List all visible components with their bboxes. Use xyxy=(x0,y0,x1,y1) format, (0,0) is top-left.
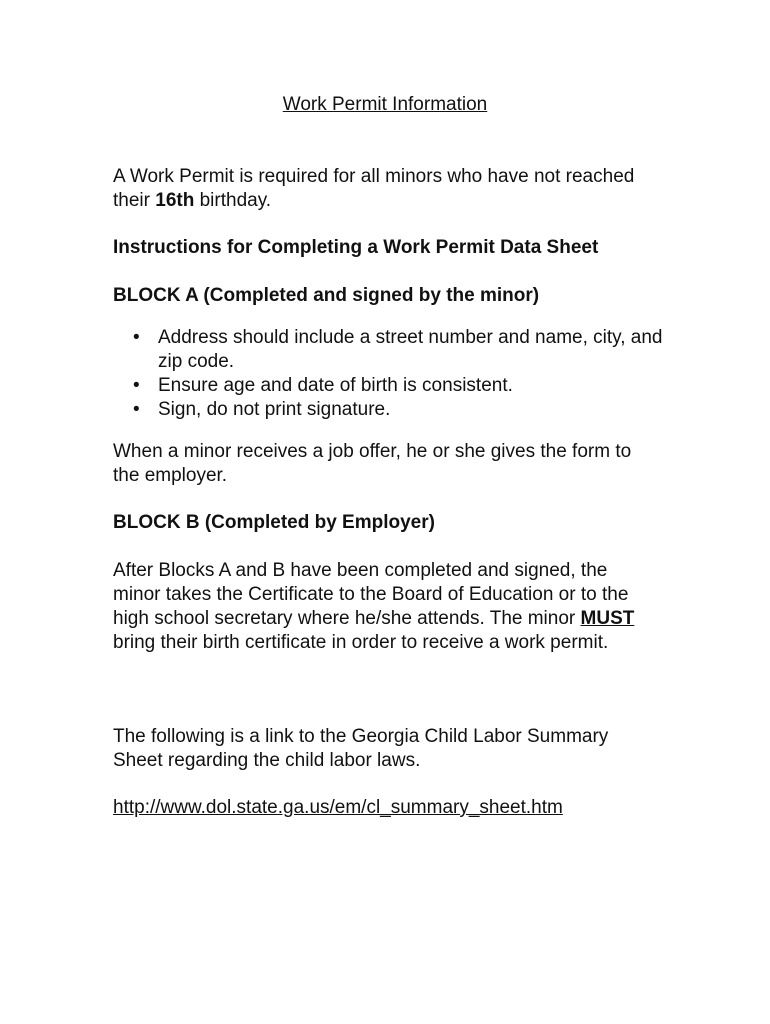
intro-text-start: A Work Permit is required for all minors who have not reached their xyxy=(113,166,635,211)
block-b-heading: BLOCK B (Completed by Employer) xyxy=(113,512,435,533)
intro-age-bold: 16th xyxy=(155,190,195,211)
child-labor-summary-link[interactable]: http://www.dol.state.ga.us/em/cl_summary_sheet.htm xyxy=(113,797,563,818)
block-a-bullet-list xyxy=(113,326,673,422)
list-item xyxy=(113,374,673,398)
must-emphasis: MUST xyxy=(580,608,635,629)
block-a-heading: BLOCK A (Completed and signed by the minor) xyxy=(113,285,540,306)
bullet-icon: • xyxy=(133,375,140,396)
after-blocks-paragraph xyxy=(113,559,648,655)
intro-paragraph xyxy=(113,165,673,213)
after-blocks-text-start: After Blocks A and B have been completed and signed, the minor takes the Certificate to the Board of Education or to the high school secretary where he/she attends. The minor xyxy=(113,560,629,629)
instructions-heading: Instructions for Completing a Work Permit Data Sheet xyxy=(113,237,599,258)
bullet-icon: • xyxy=(133,399,140,420)
bullet-text: Address should include a street number and name, city, and zip code. xyxy=(158,327,663,372)
list-item xyxy=(113,326,673,374)
job-offer-paragraph: When a minor receives a job offer, he or she gives the form to the employer. xyxy=(113,441,632,486)
document-title: Work Permit Information xyxy=(282,94,488,115)
after-blocks-text-end: bring their birth certificate in order to receive a work permit. xyxy=(113,632,609,653)
link-intro-paragraph: The following is a link to the Georgia Child Labor Summary Sheet regarding the child labor laws. xyxy=(113,726,609,771)
bullet-icon: • xyxy=(133,327,140,348)
bullet-text: Ensure age and date of birth is consistent. xyxy=(158,375,513,396)
link-paragraph xyxy=(113,796,673,820)
list-item xyxy=(113,398,673,422)
bullet-text: Sign, do not print signature. xyxy=(158,399,391,420)
intro-text-end: birthday. xyxy=(194,190,272,211)
